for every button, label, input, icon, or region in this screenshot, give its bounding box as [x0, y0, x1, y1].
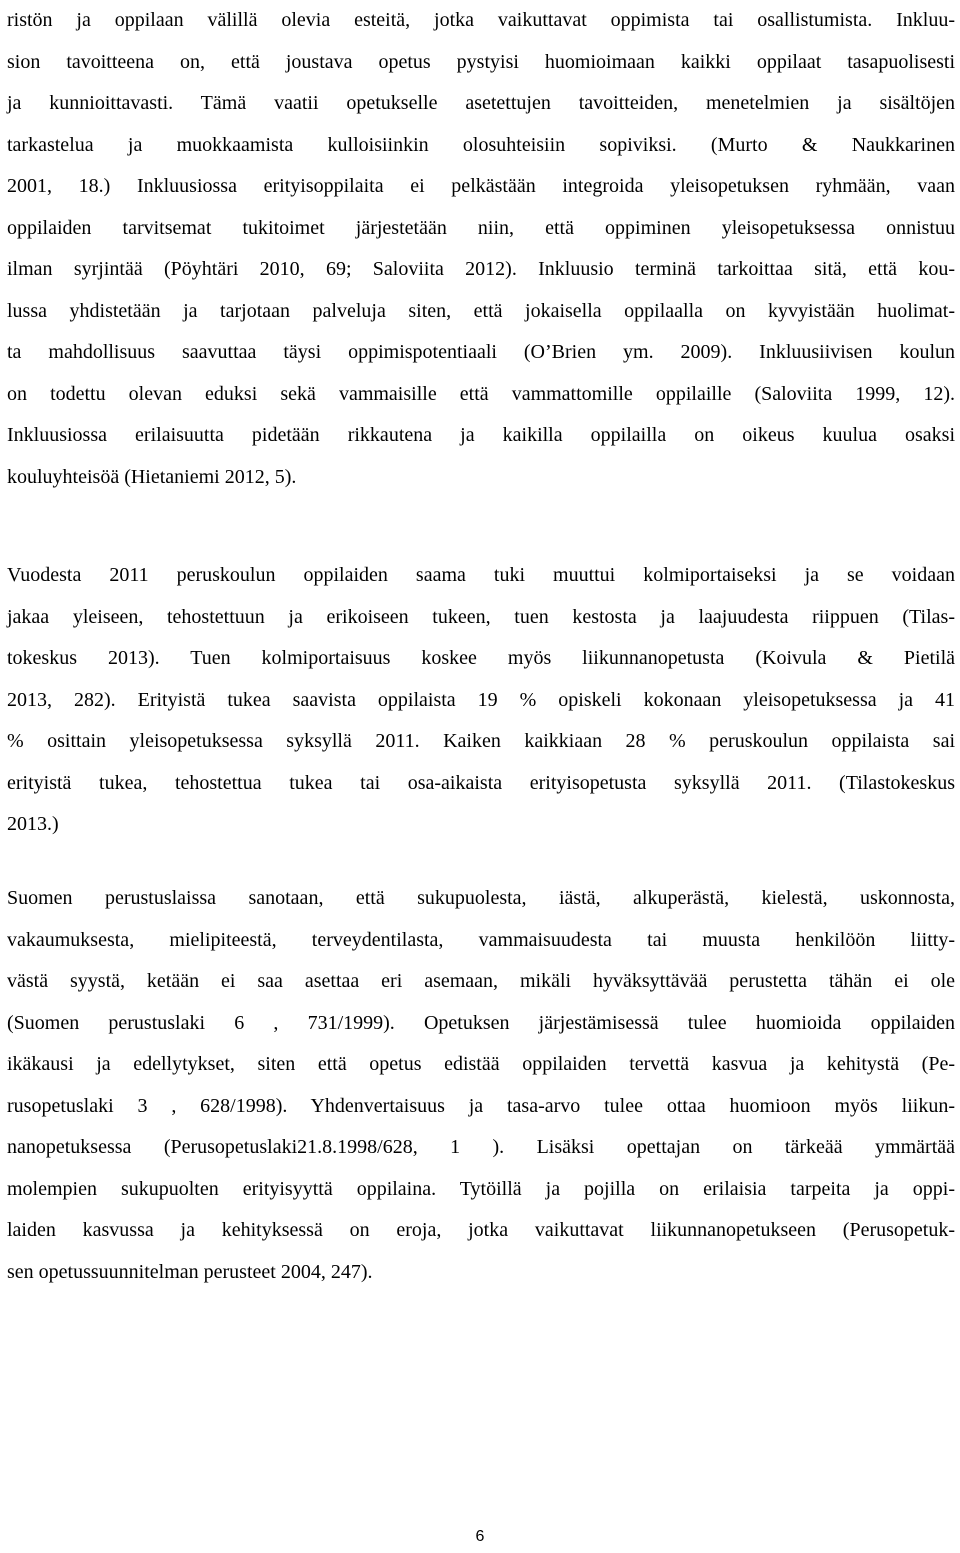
text-line: (Suomen perustuslaki 6 , 731/1999). Opetuksen järjestämisessä tulee huomioida oppilaiden	[7, 1011, 955, 1034]
text-line: 2013.)	[7, 813, 59, 835]
text-line: ilman syrjintää (Pöyhtäri 2010, 69; Saloviita 2012). Inkluusio terminä tarkoittaa sitä, että kou-	[7, 258, 955, 280]
text-line: tarkastelua ja muokkaamista kulloisiinkin olosuhteisiin sopiviksi. (Murto & Naukkarinen	[7, 133, 955, 156]
text-line: sen opetussuunnitelman perusteet 2004, 247).	[7, 1260, 373, 1283]
paragraph-constitution	[7, 878, 955, 1293]
text-line: rusopetuslaki 3 , 628/1998). Yhdenvertaisuus ja tasa-arvo tulee ottaa huomioon myös liikun-	[7, 1094, 955, 1117]
text-line: erityistä tukea, tehostettua tukea tai osa-aikaista erityisopetusta syksyllä 2011. (Tilastokeskus	[7, 771, 955, 794]
text-line: vakaumuksesta, mielipiteestä, terveydentilasta, vammaisuudesta tai muusta henkilöön liitty-	[7, 928, 955, 951]
text-line: nanopetuksessa (Perusopetuslaki21.8.1998/628, 1 ). Lisäksi opettajan on tärkeää ymmärtää	[7, 1136, 955, 1158]
paragraph-support-levels	[7, 555, 955, 846]
text-line: % osittain yleisopetuksessa syksyllä 2011. Kaiken kaikkiaan 28 % peruskoulun oppilaista sai	[7, 730, 955, 752]
text-line: Inkluusiossa erilaisuutta pidetään rikkautena ja kaikilla oppilailla on oikeus kuulua osaksi	[7, 424, 955, 446]
text-line: lussa yhdistetään ja tarjotaan palveluja siten, että jokaisella oppilaalla on kyvyistään huolimat-	[7, 299, 955, 322]
text-line: jakaa yleiseen, tehostettuun ja erikoiseen tukeen, tuen kestosta ja laajuudesta riippuen (Tilas-	[7, 605, 955, 628]
text-line: kouluyhteisöä (Hietaniemi 2012, 5).	[7, 465, 297, 488]
page-number: 6	[475, 1528, 485, 1545]
text-line: Vuodesta 2011 peruskoulun oppilaiden saama tuki muuttui kolmiportaiseksi ja se voidaan	[7, 564, 955, 586]
text-line: ikäkausi ja edellytykset, siten että opetus edistää oppilaiden tervettä kasvua ja kehitystä (Pe-	[7, 1053, 955, 1075]
text-line: ta mahdollisuus saavuttaa täysi oppimispotentiaali (O’Brien ym. 2009). Inkluusiivisen koulun	[7, 341, 955, 363]
text-line: sion tavoitteena on, että joustava opetus pystyisi huomioimaan kaikki oppilaat tasapuolisesti	[7, 50, 955, 73]
text-line: molempien sukupuolten erityisyyttä oppilaina. Tytöillä ja pojilla on erilaisia tarpeita ja oppi-	[7, 1177, 955, 1200]
text-line: västä syystä, ketään ei saa asettaa eri asemaan, mikäli hyväksyttävää perustetta tähän ei ole	[7, 970, 955, 992]
paragraph-inclusion	[7, 0, 955, 498]
text-line: ristön ja oppilaan välillä olevia esteitä, jotka vaikuttavat oppimista tai osallistumista. Inkluu-	[7, 9, 955, 31]
text-line: Suomen perustuslaissa sanotaan, että sukupuolesta, iästä, alkuperästä, kielestä, uskonnosta,	[7, 887, 955, 909]
text-line: on todettu olevan eduksi sekä vammaisille että vammattomille oppilaille (Saloviita 1999, 12).	[7, 382, 955, 405]
text-line: oppilaiden tarvitsemat tukitoimet järjestetään niin, että oppiminen yleisopetuksessa onnistuu	[7, 216, 955, 239]
text-line: ja kunnioittavasti. Tämä vaatii opetukselle asetettujen tavoitteiden, menetelmien ja sisältöjen	[7, 92, 955, 114]
text-line: laiden kasvussa ja kehityksessä on eroja, jotka vaikuttavat liikunnanopetukseen (Perusopetuk-	[7, 1219, 955, 1241]
text-line: 2013, 282). Erityistä tukea saavista oppilaista 19 % opiskeli kokonaan yleisopetuksessa ja 41	[7, 688, 955, 711]
text-line: 2001, 18.) Inkluusiossa erityisoppilaita ei pelkästään integroida yleisopetuksen ryhmään, vaan	[7, 175, 955, 197]
text-line: tokeskus 2013). Tuen kolmiportaisuus koskee myös liikunnanopetusta (Koivula & Pietilä	[7, 647, 955, 669]
